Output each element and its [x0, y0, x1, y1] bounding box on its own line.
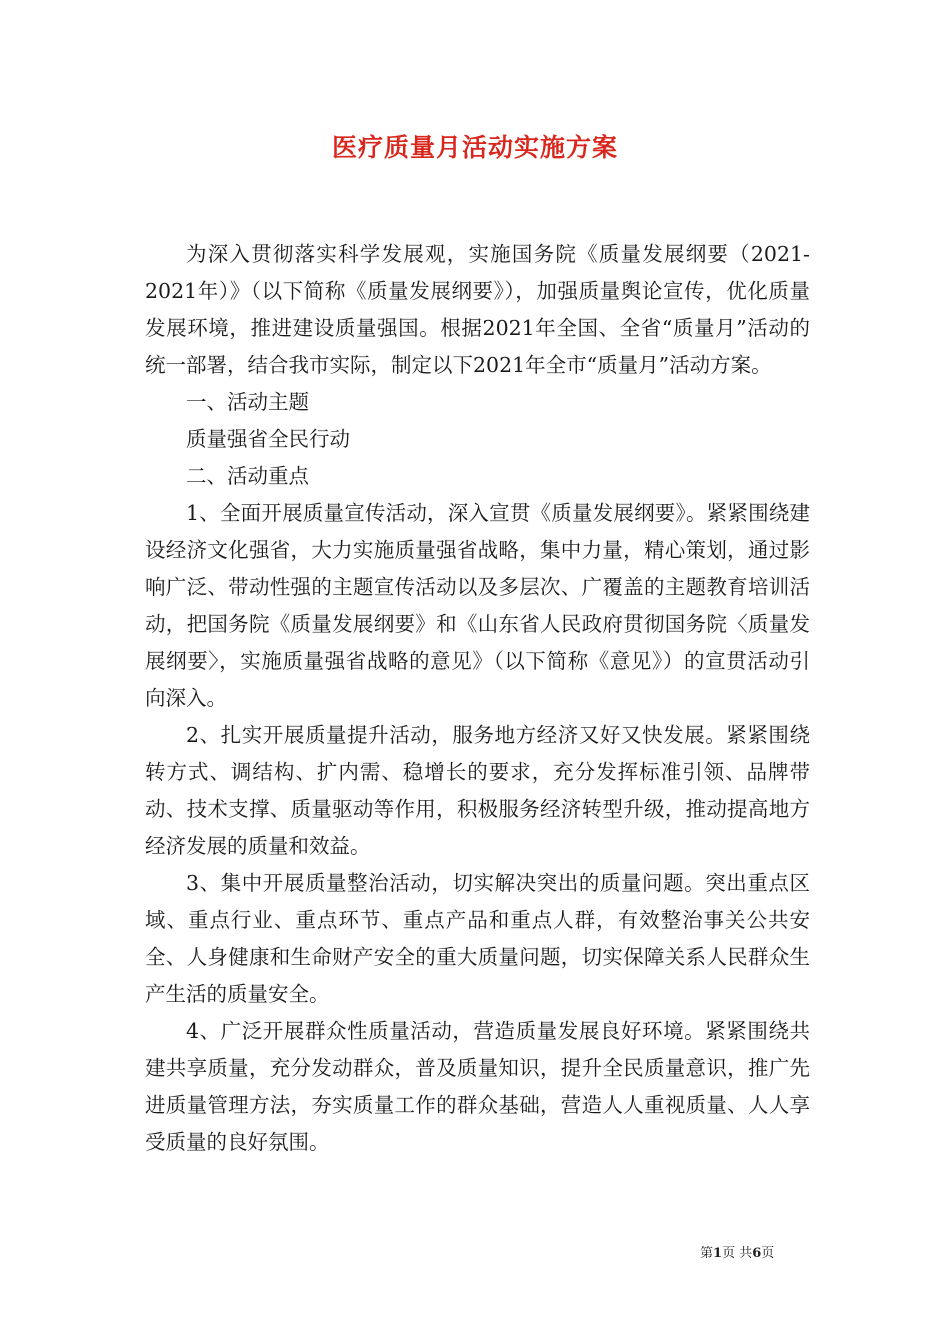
theme-text: 质量强省全民行动 — [186, 427, 350, 451]
footer-current-page: 1 — [713, 1246, 723, 1261]
section-heading-theme: 一、活动主题 — [186, 390, 309, 414]
intro-paragraph: 为深入贯彻落实科学发展观，实施国务院《质量发展纲要（2021-2021年）》（以下简称《质量发展纲要》），加强质量舆论宣传，优化质量发展环境，推进建设质量强国。根据2021年全国、全省“质量月”活动的统一部署，结合我市实际，制定以下2021年全市“质量月”活动方案。 — [145, 242, 810, 377]
footer-suffix: 页 — [761, 1246, 775, 1261]
focus-item-2: 2、扎实开展质量提升活动，服务地方经济又好又快发展。紧紧围绕转方式、调结构、扩内需、稳增长的要求，充分发挥标准引领、品牌带动、技术支撑、质量驱动等作用，积极服务经济转型升级，推动提高地方经济发展的质量和效益。 — [145, 723, 810, 858]
page-number-footer — [700, 1245, 820, 1263]
footer-total-pages: 6 — [752, 1246, 762, 1261]
footer-middle: 页 共 — [722, 1246, 753, 1261]
document-body — [145, 236, 810, 1161]
focus-item-1: 1、全面开展质量宣传活动，深入宣贯《质量发展纲要》。紧紧围绕建设经济文化强省，大力实施质量强省战略，集中力量，精心策划，通过影响广泛、带动性强的主题宣传活动以及多层次、广覆盖的主题教育培训活动，把国务院《质量发展纲要》和《山东省人民政府贯彻国务院〈质量发展纲要〉，实施质量强省战略的意见》（以下简称《意见》）的宣贯活动引向深入。 — [145, 501, 810, 710]
focus-item-3: 3、集中开展质量整治活动，切实解决突出的质量问题。突出重点区域、重点行业、重点环节、重点产品和重点人群，有效整治事关公共安全、人身健康和生命财产安全的重大质量问题，切实保障关系人民群众生产生活的质量安全。 — [145, 871, 810, 1006]
footer-prefix: 第 — [700, 1246, 714, 1261]
focus-item-4: 4、广泛开展群众性质量活动，营造质量发展良好环境。紧紧围绕共建共享质量，充分发动群众，普及质量知识，提升全民质量意识，推广先进质量管理方法，夯实质量工作的群众基础，营造人人重视质量、人人享受质量的良好氛围。 — [145, 1019, 810, 1154]
document-title: 医疗质量月活动实施方案 — [331, 133, 618, 162]
section-heading-focus: 二、活动重点 — [186, 464, 309, 488]
